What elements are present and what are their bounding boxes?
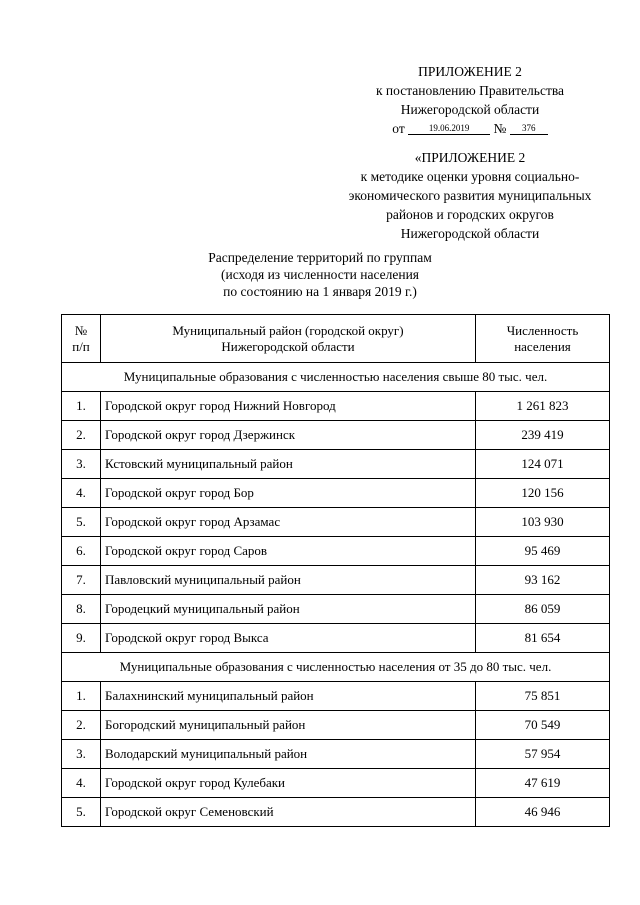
row-population: 57 954 bbox=[476, 740, 610, 769]
row-name: Городской округ город Кулебаки bbox=[101, 769, 476, 798]
number-label: № bbox=[493, 121, 507, 136]
table-row bbox=[62, 595, 610, 624]
group-title: Муниципальные образования с численностью населения от 35 до 80 тыс. чел. bbox=[62, 653, 610, 682]
row-population: 93 162 bbox=[476, 566, 610, 595]
method-appendix-line: районов и городских округов bbox=[386, 207, 554, 222]
table-row bbox=[62, 740, 610, 769]
row-number: 3. bbox=[62, 450, 101, 479]
appendix-line: к постановлению Правительства bbox=[375, 83, 565, 98]
row-population: 103 930 bbox=[476, 508, 610, 537]
row-number: 8. bbox=[62, 595, 101, 624]
row-population: 81 654 bbox=[476, 624, 610, 653]
document-title-line: Распределение территорий по группам bbox=[208, 250, 432, 265]
appendix-header bbox=[300, 62, 640, 138]
method-appendix-title: «ПРИЛОЖЕНИЕ 2 bbox=[414, 150, 526, 165]
header-no bbox=[62, 315, 101, 363]
table-row bbox=[62, 798, 610, 827]
appendix-line: Нижегородской области bbox=[400, 102, 540, 117]
row-name: Городской округ город Арзамас bbox=[101, 508, 476, 537]
row-name: Городской округ Семеновский bbox=[101, 798, 476, 827]
row-name: Володарский муниципальный район bbox=[101, 740, 476, 769]
row-name: Городской округ город Саров bbox=[101, 537, 476, 566]
table-row bbox=[62, 537, 610, 566]
table-row bbox=[62, 624, 610, 653]
document-title-line: по состоянию на 1 января 2019 г.) bbox=[223, 284, 417, 299]
row-number: 6. bbox=[62, 537, 101, 566]
row-name: Городской округ город Нижний Новгород bbox=[101, 392, 476, 421]
table-row bbox=[62, 566, 610, 595]
table-header-row bbox=[62, 315, 610, 363]
row-number: 4. bbox=[62, 769, 101, 798]
header-name bbox=[101, 315, 476, 363]
row-number: 7. bbox=[62, 566, 101, 595]
row-population: 124 071 bbox=[476, 450, 610, 479]
group-row bbox=[62, 653, 610, 682]
table-body bbox=[62, 363, 610, 827]
header-population bbox=[476, 315, 610, 363]
decree-date: 19.06.2019 bbox=[408, 123, 490, 135]
appendix-date-line bbox=[300, 119, 640, 138]
table-row bbox=[62, 682, 610, 711]
row-population: 95 469 bbox=[476, 537, 610, 566]
method-appendix-line: экономического развития муниципальных bbox=[348, 188, 592, 203]
row-number: 1. bbox=[62, 392, 101, 421]
row-number: 5. bbox=[62, 798, 101, 827]
row-number: 1. bbox=[62, 682, 101, 711]
decree-number: 376 bbox=[510, 123, 548, 135]
row-population: 239 419 bbox=[476, 421, 610, 450]
table-row bbox=[62, 769, 610, 798]
document-title bbox=[0, 249, 640, 300]
row-name: Балахнинский муниципальный район bbox=[101, 682, 476, 711]
row-population: 46 946 bbox=[476, 798, 610, 827]
method-appendix-line: к методике оценки уровня социально- bbox=[360, 169, 580, 184]
header-no-line: № bbox=[74, 322, 88, 338]
table-row bbox=[62, 421, 610, 450]
row-name: Городской округ город Бор bbox=[101, 479, 476, 508]
row-number: 2. bbox=[62, 711, 101, 740]
document-title-line: (исходя из численности населения bbox=[220, 267, 420, 282]
table-row bbox=[62, 450, 610, 479]
row-name: Павловский муниципальный район bbox=[101, 566, 476, 595]
group-title: Муниципальные образования с численностью населения свыше 80 тыс. чел. bbox=[62, 363, 610, 392]
row-number: 9. bbox=[62, 624, 101, 653]
territories-table bbox=[61, 314, 610, 827]
row-population: 47 619 bbox=[476, 769, 610, 798]
table-row bbox=[62, 479, 610, 508]
row-population: 86 059 bbox=[476, 595, 610, 624]
group-row bbox=[62, 363, 610, 392]
row-population: 1 261 823 bbox=[476, 392, 610, 421]
from-label: от bbox=[392, 121, 405, 136]
header-no-line: п/п bbox=[72, 338, 90, 354]
row-number: 5. bbox=[62, 508, 101, 537]
header-population-line: Численность bbox=[506, 322, 579, 338]
header-name-line: Нижегородской области bbox=[221, 338, 355, 354]
row-number: 4. bbox=[62, 479, 101, 508]
table-row bbox=[62, 392, 610, 421]
row-name: Кстовский муниципальный район bbox=[101, 450, 476, 479]
row-name: Городской округ город Дзержинск bbox=[101, 421, 476, 450]
method-appendix-header bbox=[300, 148, 640, 243]
table-row bbox=[62, 508, 610, 537]
appendix-title: ПРИЛОЖЕНИЕ 2 bbox=[418, 64, 522, 79]
table-row bbox=[62, 711, 610, 740]
row-population: 75 851 bbox=[476, 682, 610, 711]
method-appendix-line: Нижегородской области bbox=[400, 226, 540, 241]
row-number: 3. bbox=[62, 740, 101, 769]
row-number: 2. bbox=[62, 421, 101, 450]
row-population: 70 549 bbox=[476, 711, 610, 740]
row-name: Богородский муниципальный район bbox=[101, 711, 476, 740]
header-name-line: Муниципальный район (городской округ) bbox=[172, 322, 404, 338]
header-population-line: населения bbox=[514, 338, 571, 354]
row-population: 120 156 bbox=[476, 479, 610, 508]
row-name: Городской округ город Выкса bbox=[101, 624, 476, 653]
row-name: Городецкий муниципальный район bbox=[101, 595, 476, 624]
